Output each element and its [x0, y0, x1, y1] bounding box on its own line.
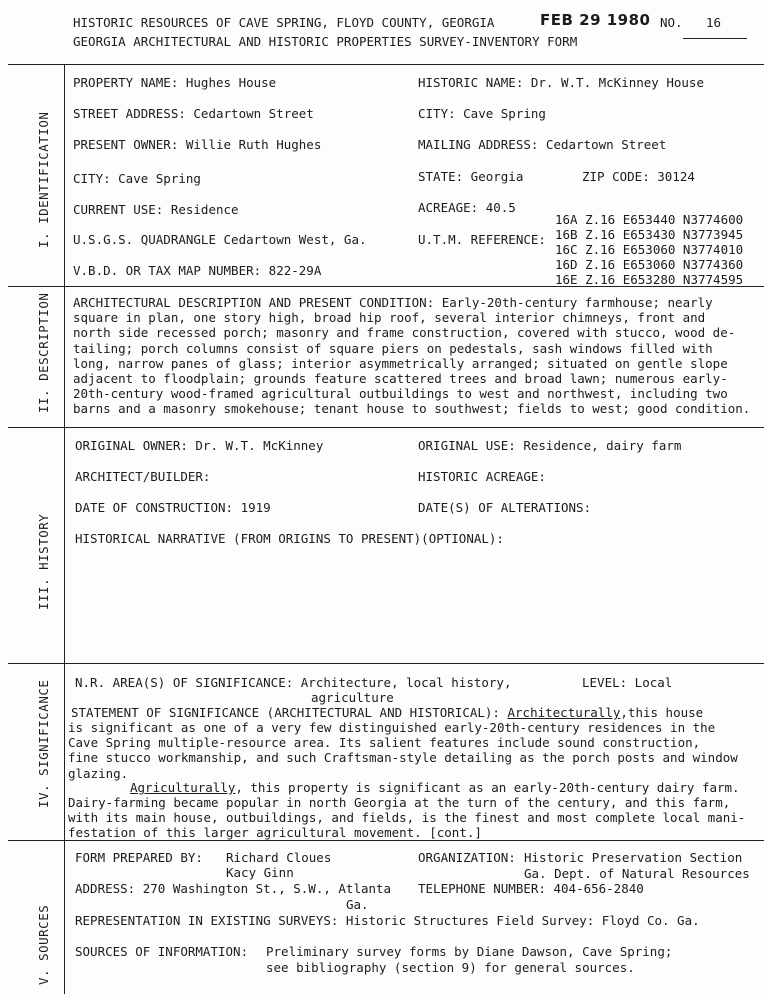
- historic-name: HISTORIC NAME: Dr. W.T. McKinney House: [418, 75, 704, 90]
- date-stamp: FEB 29 1980: [540, 11, 651, 29]
- preparer-address: ADDRESS: 270 Washington St., S.W., Atlanta: [75, 881, 392, 896]
- description-line: adjacent to floodplain; grounds feature scattered trees and broad lawn; numerous early-: [73, 371, 728, 387]
- mailing-address: MAILING ADDRESS: Cedartown Street: [418, 137, 667, 152]
- acreage: ACREAGE: 40.5: [418, 200, 516, 215]
- form-number-label: NO.: [660, 15, 683, 30]
- section-label-significance: IV. SIGNIFICANCE: [36, 679, 51, 808]
- utm-reference-label: U.T.M. REFERENCE:: [418, 232, 546, 247]
- significance-level: LEVEL: Local: [582, 675, 673, 690]
- agriculturally-keyword: Agriculturally: [130, 780, 236, 795]
- present-owner: PRESENT OWNER: Willie Ruth Hughes: [73, 137, 322, 152]
- para2-rest: , this property is significant as an early-20th-century dairy farm.: [235, 780, 740, 795]
- architect-builder: ARCHITECT/BUILDER:: [75, 469, 211, 484]
- section-divider-top: [8, 64, 764, 65]
- state: STATE: Georgia: [418, 169, 524, 184]
- city: CITY: Cave Spring: [418, 106, 546, 121]
- usgs-quadrangle: U.S.G.S. QUADRANGLE Cedartown West, Ga.: [73, 232, 367, 247]
- section-divider-significance: [8, 663, 764, 664]
- telephone-number: TELEPHONE NUMBER: 404-656-2840: [418, 881, 644, 896]
- organization-label: ORGANIZATION:: [418, 850, 516, 865]
- preparer-address-state: Ga.: [346, 897, 369, 912]
- significance-paragraph-2: [68, 795, 745, 841]
- property-name: PROPERTY NAME: Hughes House: [73, 75, 277, 90]
- statement-prefix: STATEMENT OF SIGNIFICANCE (ARCHITECTURAL AND HISTORICAL):: [71, 705, 508, 720]
- utm-reference-5: 16E Z.16 E653280 N3774595: [555, 272, 744, 287]
- significance-line: Dairy-farming became popular in north Georgia at the turn of the century, and this farm,: [68, 795, 731, 810]
- statement-of-significance-heading: [71, 705, 703, 720]
- significance-line: is significant as one of a very few distinguished early-20th-century residences in the: [68, 720, 716, 735]
- description-line: square in plan, one story high, broad hip roof, several interior chimneys, front and: [73, 310, 706, 326]
- organization-2: Ga. Dept. of Natural Resources: [524, 866, 750, 881]
- date-of-construction: DATE OF CONSTRUCTION: 1919: [75, 500, 271, 515]
- nr-areas-of-significance: N.R. AREA(S) OF SIGNIFICANCE: Architecture, local history,: [75, 675, 512, 690]
- original-use: ORIGINAL USE: Residence, dairy farm: [418, 438, 682, 453]
- form-header-subtitle: GEORGIA ARCHITECTURAL AND HISTORIC PROPERTIES SURVEY-INVENTORY FORM: [73, 34, 578, 49]
- section-label-identification: I. IDENTIFICATION: [36, 111, 51, 248]
- section-label-sources: V. SOURCES: [36, 904, 51, 985]
- description-line: ARCHITECTURAL DESCRIPTION AND PRESENT CONDITION: Early-20th-century farmhouse; nearly: [73, 295, 713, 310]
- preparer-2: Kacy Ginn: [226, 865, 294, 880]
- nr-areas-continued: agriculture: [311, 690, 394, 705]
- utm-reference-1: 16A Z.16 E653440 N3774600: [555, 212, 744, 227]
- section-label-description: II. DESCRIPTION: [36, 292, 51, 413]
- street-address: STREET ADDRESS: Cedartown Street: [73, 106, 314, 121]
- form-number-underline: [683, 38, 747, 39]
- dates-of-alterations: DATE(S) OF ALTERATIONS:: [418, 500, 592, 515]
- significance-line: fine stucco workmanship, and such Craftsman-style detailing as the porch posts and window: [68, 750, 738, 766]
- left-margin-rule: [64, 64, 65, 994]
- form-number-value: 16: [706, 15, 722, 30]
- description-line: barns and a masonry smokehouse; tenant house to southwest; fields to west; good condition.: [73, 401, 751, 417]
- owner-city: CITY: Cave Spring: [73, 171, 201, 186]
- form-prepared-by-label: FORM PREPARED BY:: [75, 850, 203, 865]
- description-line: 20th-century wood-framed agricultural outbuildings to west and northwest, including two: [73, 386, 728, 402]
- organization-1: Historic Preservation Section: [524, 850, 743, 865]
- architectural-description: [73, 295, 750, 417]
- significance-paragraph-2-first-line: [130, 780, 740, 795]
- sources-line-2: see bibliography (section 9) for general sources.: [266, 960, 635, 975]
- zip-code: ZIP CODE: 30124: [582, 169, 695, 184]
- utm-reference-2: 16B Z.16 E653430 N3773945: [555, 227, 744, 242]
- statement-keyword: Architecturally: [507, 705, 621, 720]
- form-header-title: HISTORIC RESOURCES OF CAVE SPRING, FLOYD COUNTY, GEORGIA: [73, 15, 495, 30]
- original-owner: ORIGINAL OWNER: Dr. W.T. McKinney: [75, 438, 324, 453]
- historical-narrative-label: HISTORICAL NARRATIVE (FROM ORIGINS TO PRESENT)(OPTIONAL):: [75, 531, 504, 546]
- current-use: CURRENT USE: Residence: [73, 202, 239, 217]
- significance-line: glazing.: [68, 765, 129, 781]
- significance-line: festation of this larger agricultural movement. [cont.]: [68, 825, 482, 841]
- representation-in-surveys: REPRESENTATION IN EXISTING SURVEYS: Historic Structures Field Survey: Floyd Co. Ga.: [75, 913, 700, 928]
- historic-acreage: HISTORIC ACREAGE:: [418, 469, 546, 484]
- utm-reference-3: 16C Z.16 E653060 N3774010: [555, 242, 744, 257]
- significance-paragraph-1: [68, 720, 738, 781]
- utm-reference-4: 16D Z.16 E653060 N3774360: [555, 257, 744, 272]
- sources-of-information-label: SOURCES OF INFORMATION:: [75, 944, 249, 959]
- significance-line: with its main house, outbuildings, and fields, is the finest and most complete local mani-: [68, 810, 746, 826]
- description-line: long, narrow panes of glass; interior asymmetrically arranged; situated on gentle slope: [73, 355, 728, 371]
- sources-line-1: Preliminary survey forms by Diane Dawson, Cave Spring;: [266, 944, 673, 959]
- section-divider-history: [8, 427, 764, 428]
- tax-map-number: V.B.D. OR TAX MAP NUMBER: 822-29A: [73, 263, 322, 278]
- section-label-history: III. HISTORY: [36, 513, 51, 610]
- significance-line: Cave Spring multiple-resource area. Its salient features include sound construction,: [68, 735, 701, 751]
- description-line: north side recessed porch; masonry and frame construction, covered with stucco, wood de-: [73, 325, 736, 341]
- description-line: tailing; porch columns consist of square piers on pedestals, sash windows filled with: [73, 340, 713, 356]
- statement-rest: ,this house: [620, 705, 704, 720]
- preparer-1: Richard Cloues: [226, 850, 332, 865]
